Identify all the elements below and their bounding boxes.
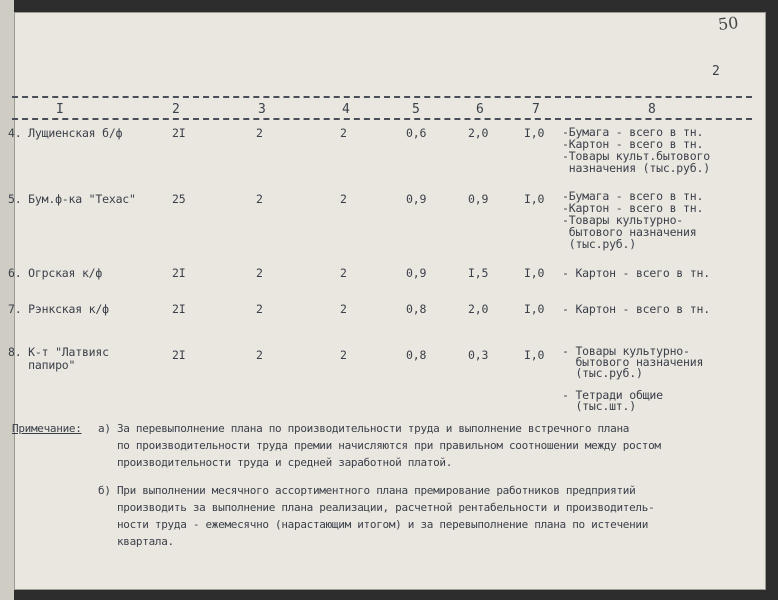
row-value-2: 2I — [172, 348, 186, 362]
row-products: - Товары культурно- бытового назначения (тыс.руб.) - Тетради общие (тыс.шт.) — [562, 344, 704, 413]
note-label: Примечание: — [12, 422, 82, 435]
row-value-6: 0,9 — [468, 192, 489, 206]
row-value-2: 25 — [172, 192, 186, 206]
row-value-4: 2 — [340, 266, 347, 280]
header-rule-top — [12, 96, 752, 98]
note-item-a: а) За перевыполнение плана по производительности труда и выполнение встречного плана по производительности труда премии начисляются при правильном соотношении между ростом производительности труда и средней заработной платой. — [98, 422, 661, 469]
column-header-4: 4 — [342, 102, 350, 117]
row-name: 7. Рэнкская к/ф — [8, 302, 109, 316]
row-value-7: I,0 — [524, 266, 545, 280]
row-name: 6. Огрская к/ф — [8, 266, 103, 280]
row-value-5: 0,6 — [406, 126, 427, 140]
handwritten-page-number: 50 — [717, 12, 740, 35]
row-value-7: I,0 — [524, 348, 545, 362]
column-header-2: 2 — [172, 102, 180, 117]
row-value-5: 0,9 — [406, 266, 427, 280]
column-header-7: 7 — [532, 102, 540, 117]
row-value-7: I,0 — [524, 192, 545, 206]
row-value-7: I,0 — [524, 302, 545, 316]
row-products: - Картон - всего в тн. — [562, 266, 710, 280]
column-header-6: 6 — [476, 102, 484, 117]
row-name: 8. К-т "Латвияс папиро" — [8, 345, 109, 372]
row-value-4: 2 — [340, 302, 347, 316]
row-value-3: 2 — [256, 126, 263, 140]
row-value-3: 2 — [256, 192, 263, 206]
row-value-3: 2 — [256, 348, 263, 362]
row-value-4: 2 — [340, 192, 347, 206]
row-value-4: 2 — [340, 348, 347, 362]
row-value-5: 0,8 — [406, 348, 427, 362]
row-value-6: 2,0 — [468, 302, 489, 316]
header-rule-bottom — [12, 118, 752, 120]
row-name: 5. Бум.ф-ка "Техас" — [8, 192, 136, 206]
row-products: -Бумага - всего в тн. -Картон - всего в тн. -Товары культурно- бытового назначения (тыс.руб.) — [562, 189, 704, 251]
row-name: 4. Лущиенская б/ф — [8, 126, 123, 140]
page-number: 2 — [712, 64, 720, 79]
row-value-7: I,0 — [524, 126, 545, 140]
row-value-5: 0,9 — [406, 192, 427, 206]
row-products: -Бумага - всего в тн. -Картон - всего в тн. -Товары культ.бытового назначения (тыс.руб.) — [562, 125, 710, 175]
row-value-2: 2I — [172, 266, 186, 280]
column-header-3: 3 — [258, 102, 266, 117]
row-products: - Картон - всего в тн. — [562, 302, 710, 316]
row-value-2: 2I — [172, 302, 186, 316]
row-value-3: 2 — [256, 302, 263, 316]
row-value-2: 2I — [172, 126, 186, 140]
page-edge — [0, 0, 14, 600]
row-value-6: 0,3 — [468, 348, 489, 362]
column-header-5: 5 — [412, 102, 420, 117]
row-value-4: 2 — [340, 126, 347, 140]
column-header-8: 8 — [648, 102, 656, 117]
row-value-6: I,5 — [468, 266, 489, 280]
column-header-1: I — [56, 102, 64, 117]
row-value-3: 2 — [256, 266, 263, 280]
row-value-5: 0,8 — [406, 302, 427, 316]
note-item-b: б) При выполнении месячного ассортиментного плана премирование работников предприятий производить за выполнение плана реализации, расчетной рентабельности и производитель- ности труда - ежемесячно (нарастающим итогом) и за перевыполнение плана по истечении квартала. — [98, 484, 655, 548]
row-value-6: 2,0 — [468, 126, 489, 140]
